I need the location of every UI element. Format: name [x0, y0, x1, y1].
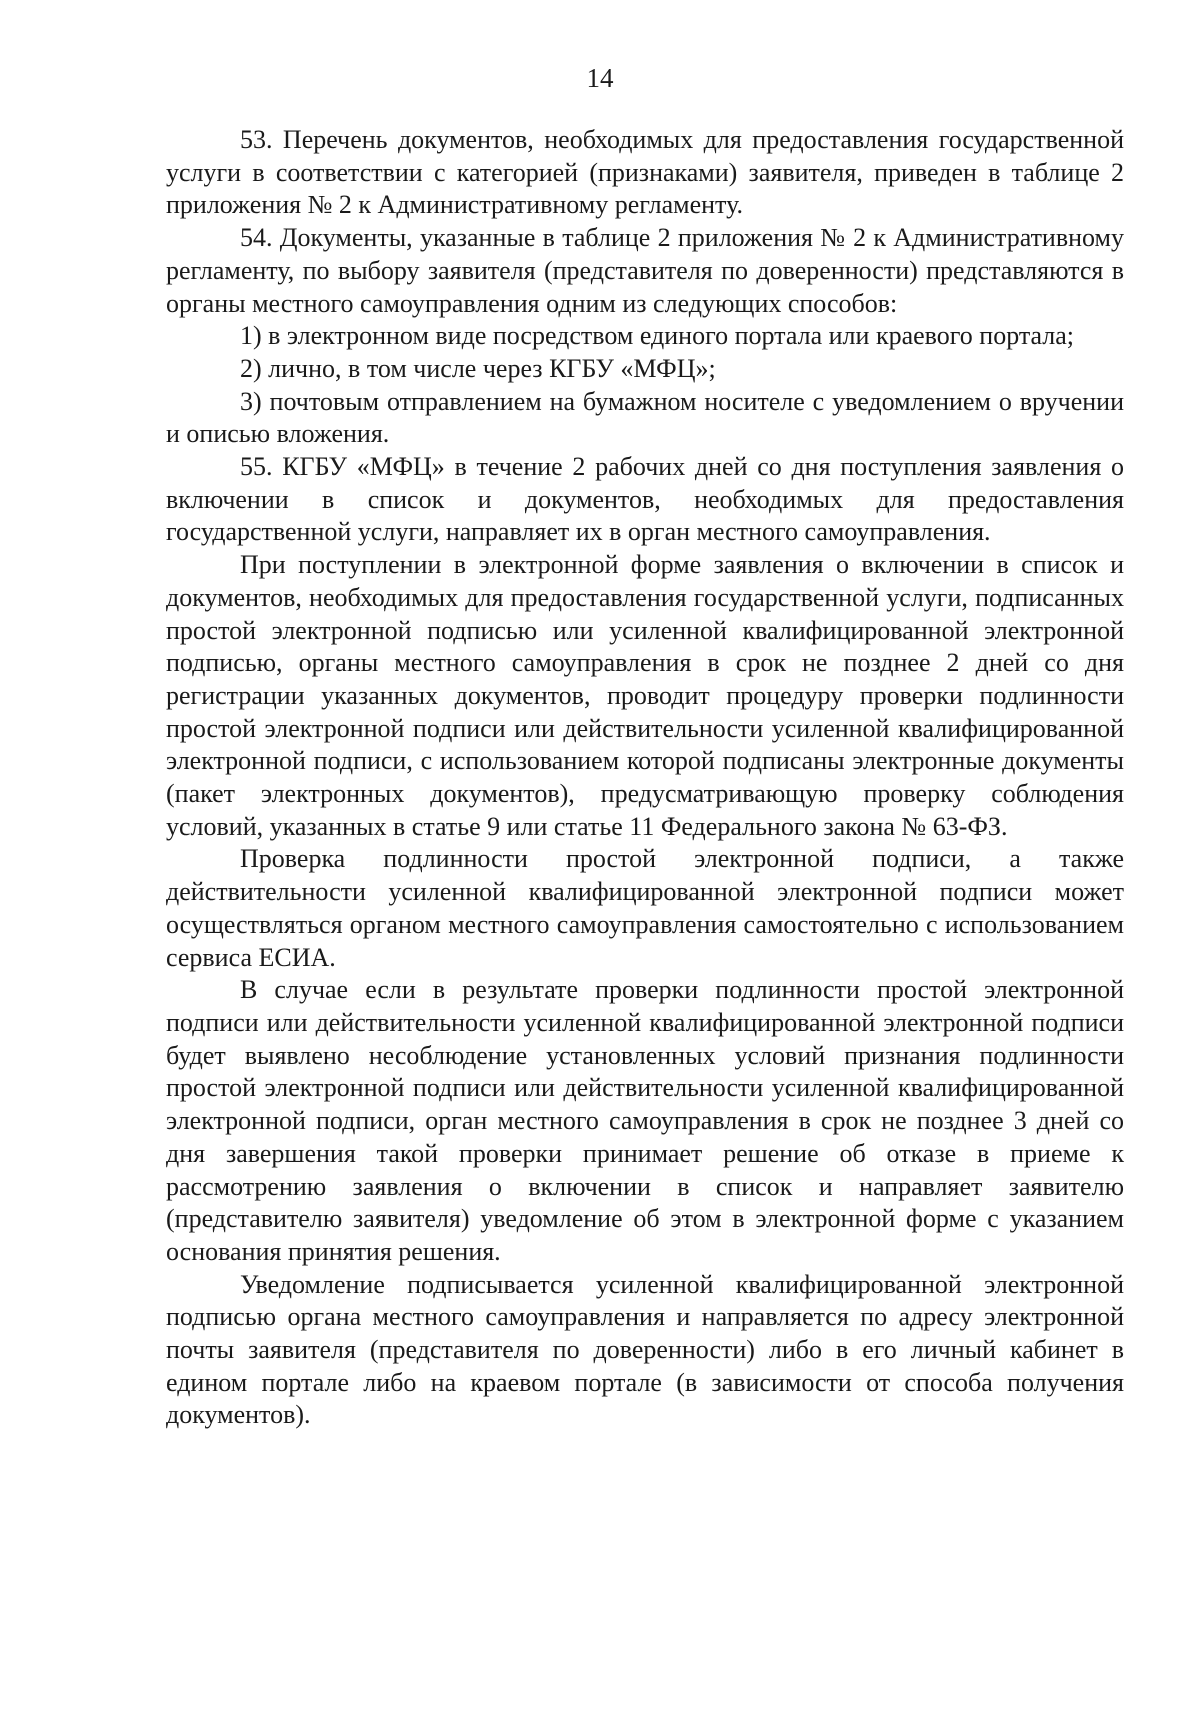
list-item-in-person: 2) лично, в том числе через КГБУ «МФЦ»; [240, 353, 716, 383]
paragraph-refusal: В случае если в результате проверки подлинности простой электронной подписи или действительности усиленной квалифицированной электронной подписи будет выявлено несоблюдение установленных условий признания подлинности простой электронной подписи или действительности усиленной квалифицированной электронной подписи, орган местного самоуправления в срок не позднее 3 дней со дня завершения такой проверки принимает решение об отказе в приеме к рассмотрению заявления о включении в список и направляет заявителю (представителю заявителя) уведомление об этом в электронной форме с указанием основания принятия решения. [166, 975, 1124, 1266]
list-item-electronic: 1) в электронном виде посредством единого портала или краевого портала; [240, 321, 1075, 351]
page-number: 14 [586, 63, 614, 93]
paragraph-54: 54. Документы, указанные в таблице 2 приложения № 2 к Административному регламенту, по выбору заявителя (представителя по доверенности) представляются в органы местного самоуправления одним из следующих способов: [166, 223, 1124, 318]
document-body [166, 124, 1124, 1432]
paragraph-53: 53. Перечень документов, необходимых для предоставления государственной услуги в соответствии с категорией (признаками) заявителя, приведен в таблице 2 приложения № 2 к Административному регламенту. [166, 125, 1124, 220]
list-item-postal: 3) почтовым отправлением на бумажном носителе с уведомлением о вручении и описью вложения. [166, 386, 1124, 449]
paragraph-notification: Уведомление подписывается усиленной квалифицированной электронной подписью органа местного самоуправления и направляется по адресу электронной почты заявителя (представителя по доверенности) либо в его личный кабинет в едином портале либо на краевом портале (в зависимости от способа получения документов). [166, 1269, 1124, 1430]
paragraph-electronic-submission: При поступлении в электронной форме заявления о включении в список и документов, необходимых для предоставления государственной услуги, подписанных простой электронной подписью или усиленной квалифицированной электронной подписью, органы местного самоуправления в срок не позднее 2 дней со дня регистрации указанных документов, проводит процедуру проверки подлинности простой электронной подписи или действительности усиленной квалифицированной электронной подписи, с использованием которой подписаны электронные документы (пакет электронных документов), предусматривающую проверку соблюдения условий, указанных в статье 9 или статье 11 Федерального закона № 63-ФЗ. [166, 550, 1124, 841]
paragraph-signature-check: Проверка подлинности простой электронной подписи, а также действительности усиленной квалифицированной электронной подписи может осуществляться органом местного самоуправления самостоятельно с использованием сервиса ЕСИА. [166, 844, 1124, 972]
paragraph-55: 55. КГБУ «МФЦ» в течение 2 рабочих дней со дня поступления заявления о включении в список и документов, необходимых для предоставления государственной услуги, направляет их в орган местного самоуправления. [166, 452, 1124, 547]
